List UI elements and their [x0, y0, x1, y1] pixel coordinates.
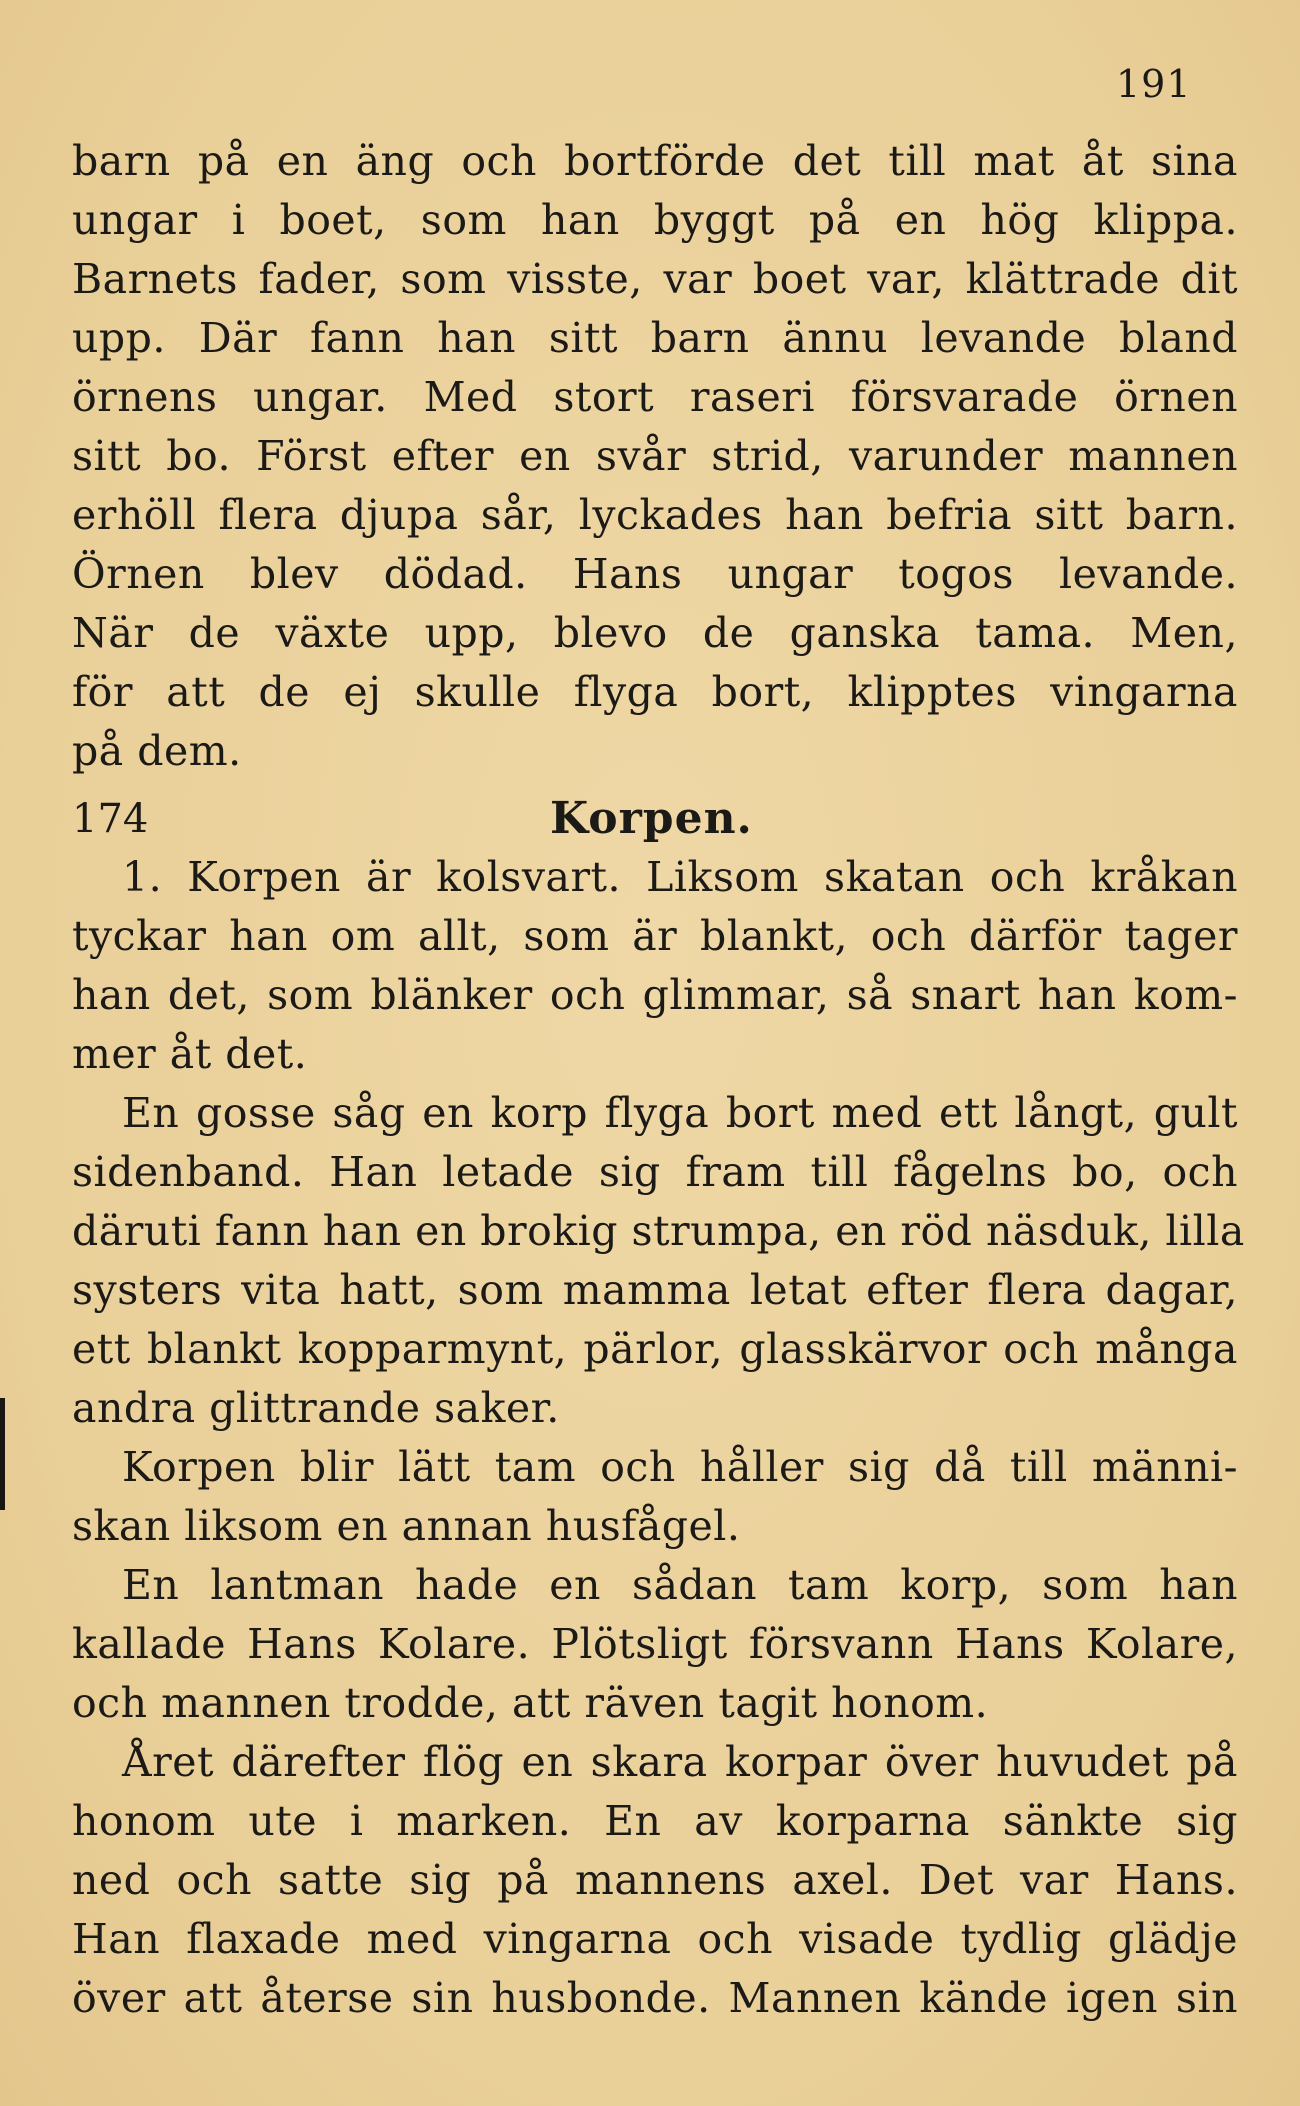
- text-line: sitt bo. Först efter en svår strid, varunder mannen: [72, 432, 1238, 480]
- text-line: han det, som blänker och glimmar, så snart han kom-: [72, 971, 1238, 1019]
- text-line: däruti fann han en brokig strumpa, en röd näsduk, lilla: [72, 1207, 1245, 1255]
- text-line: erhöll flera djupa sår, lyckades han befria sitt barn.: [72, 491, 1238, 539]
- text-line: ungar i boet, som han byggt på en hög klippa.: [72, 196, 1238, 244]
- text-line: systers vita hatt, som mamma letat efter flera dagar,: [72, 1266, 1238, 1314]
- text-line: 1. Korpen är kolsvart. Liksom skatan och kråkan: [122, 853, 1238, 901]
- text-line: När de växte upp, blevo de ganska tama. Men,: [72, 609, 1238, 657]
- text-line: sidenband. Han letade sig fram till fågelns bo, och: [72, 1148, 1238, 1196]
- text-line: Korpen blir lätt tam och håller sig då till männi-: [122, 1443, 1238, 1491]
- text-line: Barnets fader, som visste, var boet var, klättrade dit: [72, 255, 1238, 303]
- text-line: ned och satte sig på mannens axel. Det var Hans.: [72, 1856, 1238, 1904]
- text-line: tyckar han om allt, som är blankt, och därför tager: [72, 912, 1238, 960]
- text-line: upp. Där fann han sitt barn ännu levande bland: [72, 314, 1238, 362]
- text-line: för att de ej skulle flyga bort, klipptes vingarna: [72, 668, 1238, 716]
- text-line: över att återse sin husbonde. Mannen kände igen sin: [72, 1974, 1238, 2022]
- page-number: 191: [1116, 62, 1192, 106]
- section-title: Korpen.: [550, 793, 753, 844]
- text-line: örnens ungar. Med stort raseri försvarade örnen: [72, 373, 1238, 421]
- text-block-bottom: [72, 848, 1245, 2028]
- text-line: kallade Hans Kolare. Plötsligt försvann Hans Kolare,: [72, 1620, 1238, 1668]
- text-line: skan liksom en annan husfågel.: [72, 1502, 741, 1550]
- text-line: Örnen blev dödad. Hans ungar togos levande.: [72, 550, 1238, 598]
- text-line: En gosse såg en korp flyga bort med ett långt, gult: [122, 1089, 1238, 1137]
- text-line: ett blankt kopparmynt, pärlor, glasskärvor och många: [72, 1325, 1238, 1373]
- text-line: på dem.: [72, 727, 242, 775]
- page-edge-mark: [0, 1398, 5, 1510]
- text-line: honom ute i marken. En av korparna sänkte sig: [72, 1797, 1238, 1845]
- text-line: En lantman hade en sådan tam korp, som han: [122, 1561, 1238, 1609]
- section-number: 174: [72, 796, 149, 842]
- text-block-top: [72, 132, 1238, 781]
- text-line: barn på en äng och bortförde det till mat åt sina: [72, 137, 1238, 185]
- section-heading: [72, 788, 1238, 850]
- text-line: mer åt det.: [72, 1030, 308, 1078]
- text-line: och mannen trodde, att räven tagit honom.: [72, 1679, 989, 1727]
- text-line: Året därefter flög en skara korpar över huvudet på: [122, 1738, 1238, 1786]
- text-line: Han flaxade med vingarna och visade tydlig glädje: [72, 1915, 1238, 1963]
- text-line: andra glittrande saker.: [72, 1384, 560, 1432]
